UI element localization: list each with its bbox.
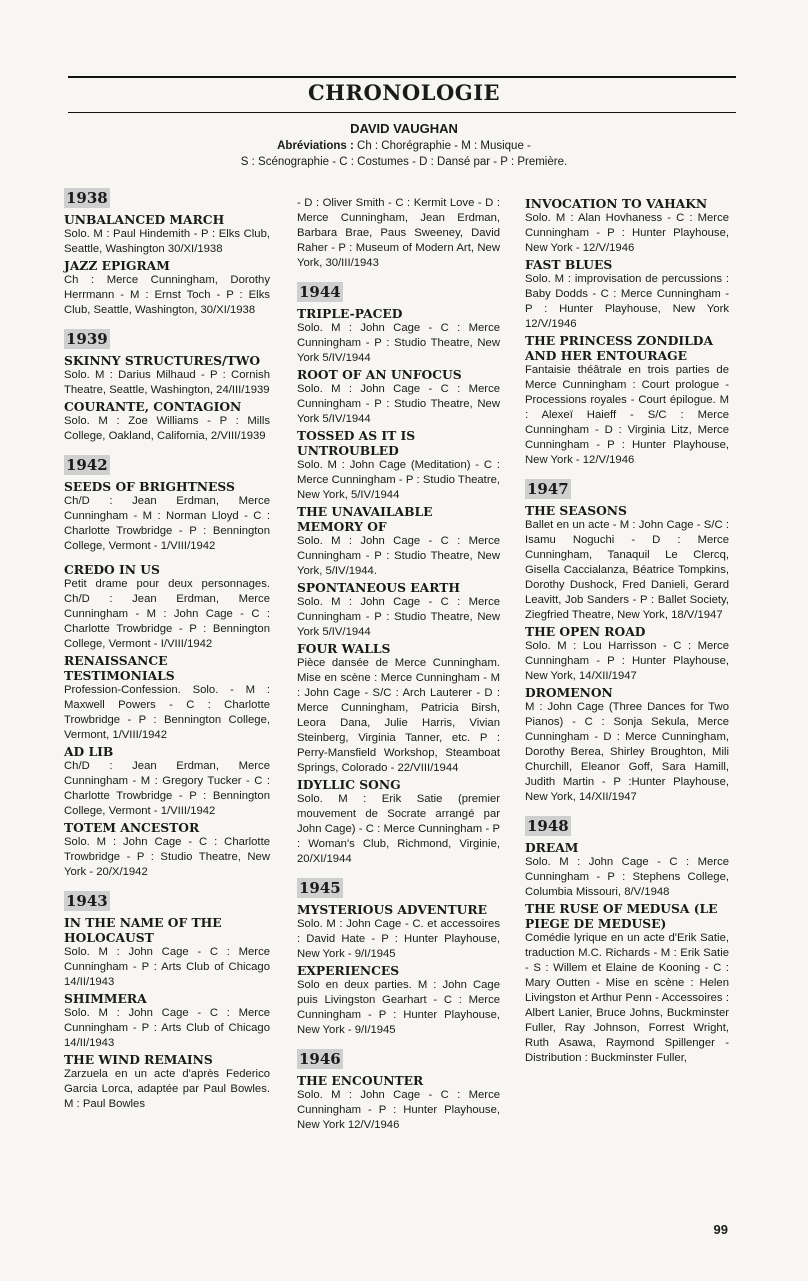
- entry-details: Solo. M : Erik Satie (premier mouvement de Socrate arrangé par John Cage) - C : Merce Cunningham - P : Woman's Club, Richmond, Virginie, 20/XI/1944: [297, 793, 500, 865]
- entry-title: DREAM: [525, 840, 579, 855]
- year-heading: 1946: [299, 1050, 341, 1068]
- entry-details: M : John Cage (Three Dances for Two Pianos) - C : Sonja Sekula, Merce Cunningham - D : Merce Cunningham, Dorothy Berea, Shirley Broughton, Mili Churchill, Eleanor Goff, Sara Hamill, Judith Martin - P :Hunter Playhouse, New York, 14/XII/1947: [525, 701, 729, 803]
- entry-details: Solo. M : John Cage (Meditation) - C : Merce Cunningham - P : Studio Theatre, New York, 5/IV/1944: [297, 459, 500, 501]
- abbreviations-label: Abréviations :: [277, 140, 354, 152]
- year-heading: 1948: [527, 817, 569, 835]
- chronology-entry: [64, 915, 270, 990]
- entry-title: THE UNAVAILABLE MEMORY OF: [297, 504, 433, 534]
- chronology-entry: [297, 1073, 500, 1133]
- abbreviations: [0, 138, 808, 170]
- entry-title: EXPERIENCES: [297, 963, 400, 978]
- entry-details: Ch/D : Jean Erdman, Merce Cunningham - M : Norman Lloyd - C : Charlotte Trowbridge - P : Bennington College, Vermont - 1/VIII/1942: [64, 495, 270, 552]
- chronology-entry: [297, 428, 500, 503]
- entry-details: Solo. M : Alan Hovhaness - C : Merce Cunningham - P : Hunter Playhouse, New York - 12/V/1946: [525, 212, 729, 254]
- entry-details: Solo. M : John Cage - C : Charlotte Trowbridge - P : Studio Theatre, New York - 20/X/1942: [64, 836, 270, 878]
- entry-details: Zarzuela en un acte d'après Federico Garcia Lorca, adaptée par Paul Bowles. M : Paul Bowles: [64, 1068, 270, 1110]
- entry-details: Ballet en un acte - M : John Cage - S/C : Isamu Noguchi - D : Merce Cunningham, Tanaquil Le Clercq, Gisella Caccialanza, Béatrice Tompkins, Dorothy Dushock, Fred Danieli, Gerard Leavitt, Job Sanders - P : Ballet Society, Ziegfried Theatre, New York, 18/V/1947: [525, 519, 729, 621]
- chronology-entry: [64, 479, 270, 554]
- year-heading: 1943: [66, 892, 108, 910]
- entry-title: MYSTERIOUS ADVENTURE: [297, 902, 487, 917]
- chronology-entry: [297, 306, 500, 366]
- year-heading: 1939: [66, 330, 108, 348]
- entry-title: ROOT OF AN UNFOCUS: [297, 367, 462, 382]
- chronology-entry: [297, 504, 500, 579]
- year-heading: 1945: [299, 879, 341, 897]
- entry-title: THE PRINCESS ZONDILDA AND HER ENTOURAGE: [525, 333, 714, 363]
- entry-title: TRIPLE-PACED: [297, 306, 403, 321]
- entry-title: UNBALANCED MARCH: [64, 212, 225, 227]
- chronology-entry: [64, 820, 270, 880]
- entry-details: Solo. M : Lou Harrisson - C : Merce Cunningham - P : Hunter Playhouse, New York, 14/XII/1947: [525, 640, 729, 682]
- year-heading: 1947: [527, 480, 569, 498]
- entry-title: FAST BLUES: [525, 257, 613, 272]
- entry-title: SPONTANEOUS EARTH: [297, 580, 460, 595]
- year-heading: 1942: [66, 456, 108, 474]
- entry-title: CREDO IN US: [64, 562, 160, 577]
- entry-details: Profession-Confession. Solo. - M : Maxwell Powers - C : Charlotte Trowbridge - P : Bennington College, Vermont, 1/VIII/1942: [64, 684, 270, 741]
- chronology-entry: [297, 777, 500, 867]
- chronology-entry: [525, 333, 729, 468]
- entry-details: Solo. M : John Cage - C : Merce Cunningham - P : Stephens College, Columbia Missouri, 8/V/1948: [525, 856, 729, 898]
- chronology-entry: [525, 503, 729, 623]
- entry-details: - D : Oliver Smith - C : Kermit Love - D : Merce Cunningham, Jean Erdman, Barbara Brae, Paus Sweeney, David Raher - P : Museum of Modern Art, New York, 30/III/1943: [297, 197, 500, 269]
- chronology-entry: [297, 367, 500, 427]
- entry-title: DROMENON: [525, 685, 613, 700]
- entry-title: AD LIB: [64, 744, 114, 759]
- entry-details: Fantaisie théâtrale en trois parties de Merce Cunningham : Court prologue - Processions royales - Court épilogue. M : Alexeï Haieff - S/C : Merce Cunningham - D : Virginia Litz, Merce Cunningham - P : Hunter Playhouse, New York - 12/V/1946: [525, 364, 729, 466]
- entry-details: Solo. M : Darius Milhaud - P : Cornish Theatre, Seattle, Washington, 24/III/1939: [64, 369, 270, 396]
- entry-details: Solo. M : John Cage - C. et accessoires : David Hate - P : Hunter Playhouse, New York - 9/I/1945: [297, 918, 500, 960]
- chronology-entry: [64, 212, 270, 257]
- entry-title: IDYLLIC SONG: [297, 777, 401, 792]
- entry-details: Pièce dansée de Merce Cunningham. Mise en scène : Merce Cunningham - M : John Cage - S/C : Arch Lauterer - D : Merce Cunningham, Patricia Birsh, Leora Dana, Julie Harris, Vivian Steinberg, Virginia Tanner, etc. P : Perry-Mansfield Workshop, Steamboat Springs, Colorado - 22/VIII/1944: [297, 657, 500, 774]
- entry-title: RENAISSANCE TESTIMONIALS: [64, 653, 175, 683]
- entry-title: COURANTE, CONTAGION: [64, 399, 242, 414]
- entry-details: Solo. M : John Cage - C : Merce Cunningham - P : Studio Theatre, New York, 5/IV/1944.: [297, 535, 500, 577]
- entry-details: Solo. M : Paul Hindemith - P : Elks Club, Seattle, Washington 30/XI/1938: [64, 228, 270, 255]
- entry-details: Ch/D : Jean Erdman, Merce Cunningham - M : Gregory Tucker - C : Charlotte Trowbridge - P : Bennington College, Vermont - 1/VIII/1942: [64, 760, 270, 817]
- year-heading: 1944: [299, 283, 341, 301]
- chronology-entry: [297, 902, 500, 962]
- chronology-entry: [525, 901, 729, 1066]
- chronology-entry: [525, 840, 729, 900]
- entry-details: Solo. M : John Cage - C : Merce Cunningham - P : Hunter Playhouse, New York 12/V/1946: [297, 1089, 500, 1131]
- entry-details: Solo. M : John Cage - C : Merce Cunningham - P : Studio Theatre, New York 5/IV/1944: [297, 383, 500, 425]
- year-heading: 1938: [66, 189, 108, 207]
- chronology-entry: [525, 685, 729, 805]
- page-title: CHRONOLOGIE: [307, 80, 501, 105]
- entry-details: Solo. M : John Cage - C : Merce Cunningham - P : Arts Club of Chicago 14/II/1943: [64, 946, 270, 988]
- entry-title: INVOCATION TO VAHAKN: [525, 196, 708, 211]
- column-1: [64, 188, 270, 1113]
- chronology-entry: [64, 353, 270, 398]
- entry-title: SEEDS OF BRIGHTNESS: [64, 479, 235, 494]
- chronology-entry: [525, 257, 729, 332]
- title-rule: [68, 112, 736, 113]
- entry-title: THE OPEN ROAD: [525, 624, 646, 639]
- entry-title: TOTEM ANCESTOR: [64, 820, 200, 835]
- chronology-entry: [64, 653, 270, 743]
- chronology-entry: [64, 562, 270, 652]
- entry-title: THE RUSE OF MEDUSA (LE PIEGE DE MEDUSE): [525, 901, 718, 931]
- chronology-entry: [64, 1052, 270, 1112]
- chronology-entry: [64, 991, 270, 1051]
- chronology-entry: [297, 196, 500, 271]
- entry-details: Ch : Merce Cunningham, Dorothy Herrmann - M : Ernst Toch - P : Elks Club, Seattle, Washington, 30/XI/1938: [64, 274, 270, 316]
- chronology-entry: [64, 399, 270, 444]
- chronology-entry: [525, 624, 729, 684]
- entry-title: JAZZ EPIGRAM: [64, 258, 170, 273]
- entry-title: FOUR WALLS: [297, 641, 391, 656]
- entry-details: Petit drame pour deux personnages. Ch/D : Jean Erdman, Merce Cunningham - M : John Cage - C : Charlotte Trowbridge - P : Bennington College, Vermont - I/VIII/1942: [64, 578, 270, 650]
- entry-details: Solo. M : John Cage - C : Merce Cunningham - P : Arts Club of Chicago 14/II/1943: [64, 1007, 270, 1049]
- chronology-entry: [525, 196, 729, 256]
- chronology-entry: [297, 641, 500, 776]
- entry-details: Solo. M : Zoe Williams - P : Mills College, Oakland, California, 2/VIII/1939: [64, 415, 270, 442]
- entry-title: THE ENCOUNTER: [297, 1073, 424, 1088]
- chronology-entry: [64, 744, 270, 819]
- entry-title: THE SEASONS: [525, 503, 627, 518]
- chronology-entry: [297, 963, 500, 1038]
- entry-title: IN THE NAME OF THE HOLOCAUST: [64, 915, 222, 945]
- column-3: [525, 196, 729, 1067]
- entry-title: SHIMMERA: [64, 991, 147, 1006]
- author-name: DAVID VAUGHAN: [350, 121, 458, 136]
- top-rule: [68, 76, 736, 78]
- entry-details: Solo en deux parties. M : John Cage puis Livingston Gearhart - C : Merce Cunningham - P : Hunter Playhouse, New York - 9/I/1945: [297, 979, 500, 1036]
- entry-details: Comédie lyrique en un acte d'Erik Satie, traduction M.C. Richards - M : Erik Satie - S : Willem et Elaine de Kooning - C : Mary Outten - Mise en scène : Helen Livingston et Arthur Penn - Accessoires : Albert Lanier, Bruce Johns, Buckminster Fuller, Ray Johnson, Forrest Wright, Ruth Asawa, Raymond Spillenger - Distribution : Buckminster Fuller,: [525, 932, 729, 1064]
- abbreviations-line-2: S : Scénographie - C : Costumes - D : Dansé par - P : Première.: [240, 156, 568, 168]
- entry-details: Solo. M : John Cage - C : Merce Cunningham - P : Studio Theatre, New York 5/IV/1944: [297, 322, 500, 364]
- chronology-entry: [297, 580, 500, 640]
- chronology-entry: [64, 258, 270, 318]
- column-2: [297, 196, 500, 1134]
- entry-details: Solo. M : John Cage - C : Merce Cunningham - P : Studio Theatre, New York 5/IV/1944: [297, 596, 500, 638]
- entry-details: Solo. M : improvisation de percussions : Baby Dodds - C : Merce Cunningham - P : Hunter Playhouse, New York 12/V/1946: [525, 273, 729, 330]
- entry-title: SKINNY STRUCTURES/TWO: [64, 353, 261, 368]
- page-number: 99: [713, 1222, 728, 1237]
- entry-title: THE WIND REMAINS: [64, 1052, 213, 1067]
- abbreviations-line-1: Ch : Chorégraphie - M : Musique -: [357, 140, 531, 152]
- entry-title: TOSSED AS IT IS UNTROUBLED: [297, 428, 416, 458]
